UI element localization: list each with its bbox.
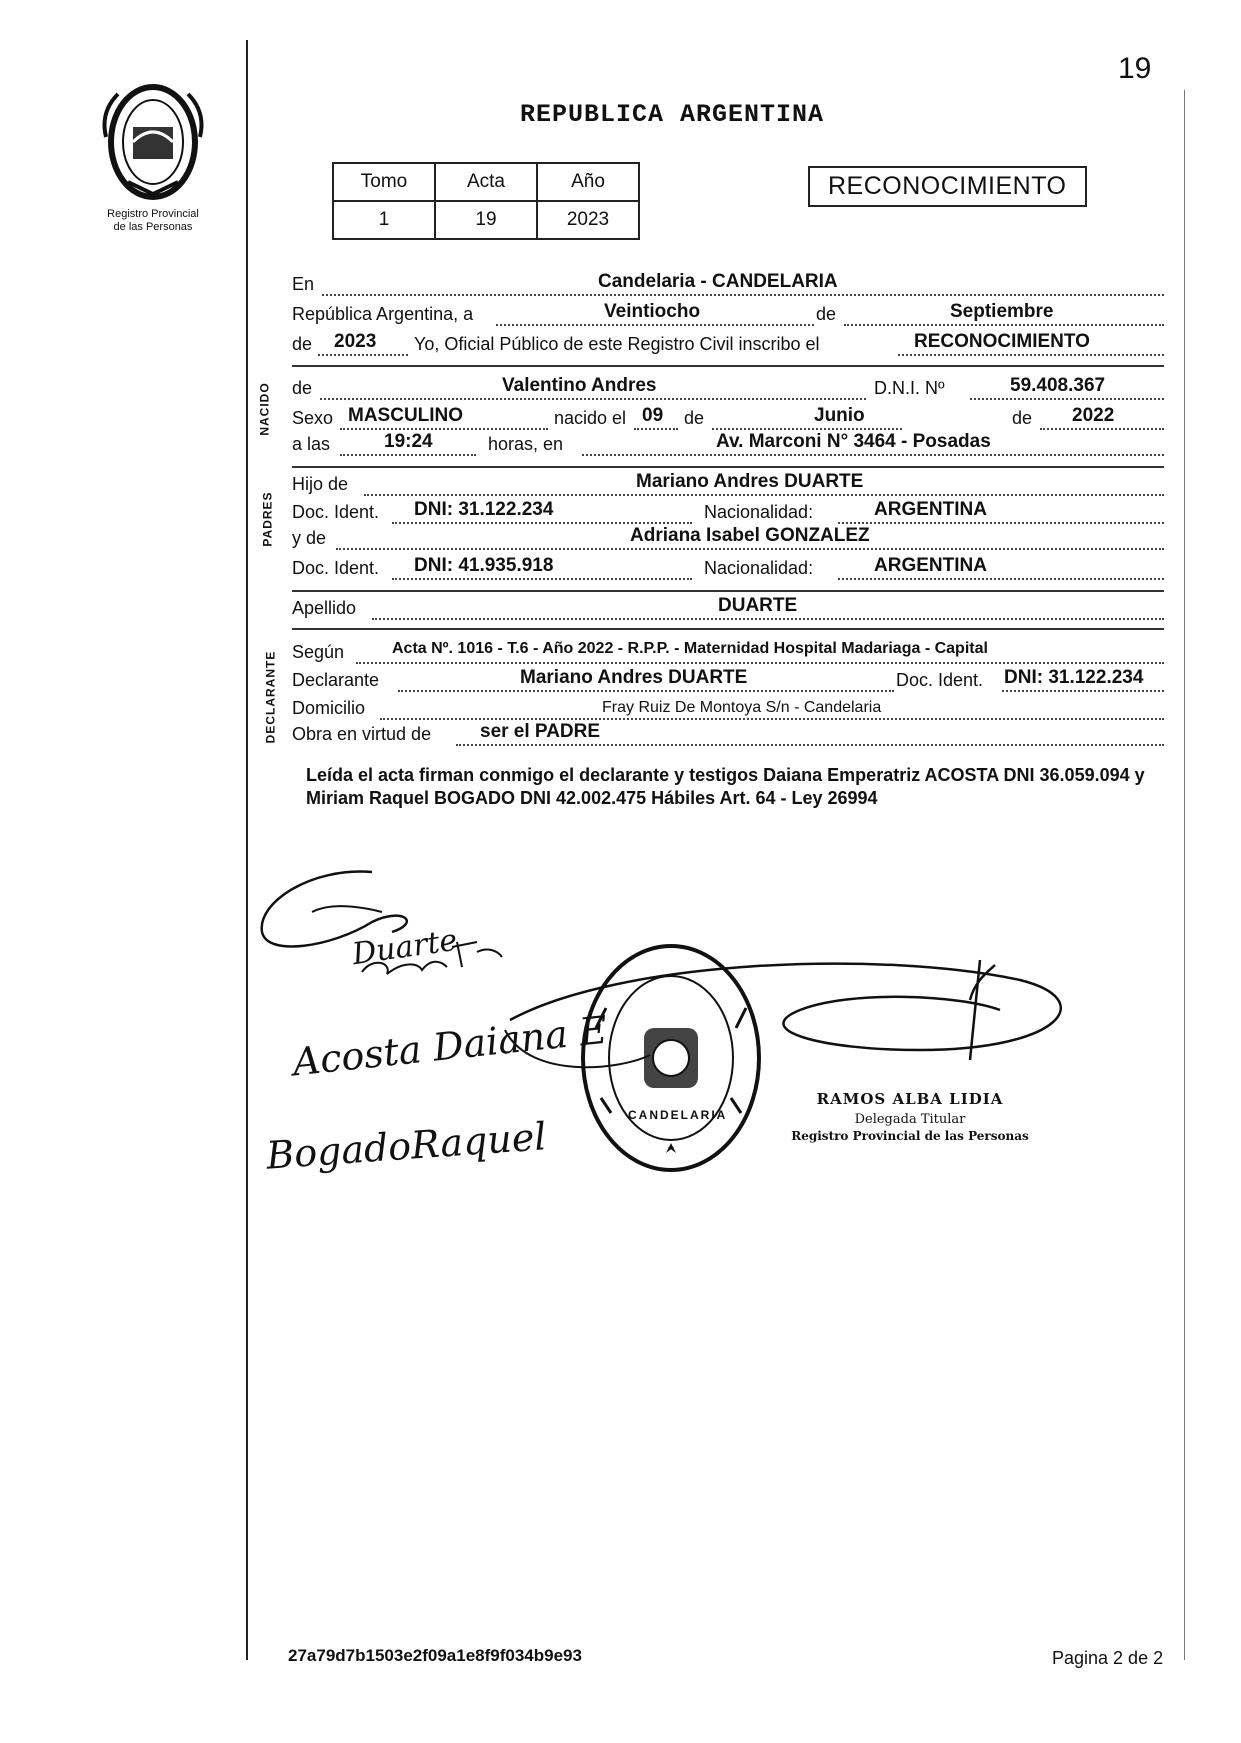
label-nacido-de2: de xyxy=(1012,408,1033,428)
value-madre: Adriana Isabel GONZALEZ xyxy=(630,525,870,546)
signature-declarante-icon xyxy=(252,862,512,992)
logo-caption xyxy=(78,208,228,234)
dots xyxy=(582,454,1164,456)
footer-hash: 27a79d7b1503e2f09a1e8f9f034b9e93 xyxy=(288,1646,582,1665)
signature-declarante-text: Duarte xyxy=(350,922,460,973)
row-domicilio xyxy=(292,698,1164,722)
value-tomo: 1 xyxy=(333,201,435,239)
dots xyxy=(844,324,1164,326)
row-fecha xyxy=(292,301,1164,328)
act-type-box: RECONOCIMIENTO xyxy=(808,166,1087,207)
logo-caption-line1: Registro Provincial xyxy=(107,208,199,220)
dots xyxy=(634,428,678,430)
row-madre xyxy=(292,525,1164,552)
separator-line-1 xyxy=(292,365,1164,367)
value-padre: Mariano Andres DUARTE xyxy=(636,471,864,492)
label-hijo: Hijo de xyxy=(292,474,349,494)
label-en: En xyxy=(292,274,315,294)
row-hora xyxy=(292,431,1164,458)
label-de-anio: de xyxy=(292,334,313,354)
row-segun xyxy=(292,642,1164,666)
dots xyxy=(838,522,1164,524)
header-acta: Acta xyxy=(435,163,537,201)
value-madre-doc: DNI: 41.935.918 xyxy=(414,555,554,576)
label-nacido: nacido el xyxy=(554,408,627,428)
registry-logo xyxy=(98,82,208,202)
label-doc-declarante: Doc. Ident. xyxy=(896,670,984,690)
dots xyxy=(322,294,1164,296)
separator-line-2 xyxy=(292,466,1164,468)
row-padre-doc xyxy=(292,499,1164,526)
logo-caption-line2: de las Personas xyxy=(113,221,193,233)
value-dia: Veintiocho xyxy=(604,301,701,322)
dots xyxy=(712,428,902,430)
label-dni: D.N.I. Nº xyxy=(874,378,945,398)
label-oficial: Yo, Oficial Público de este Registro Civil inscribo el xyxy=(414,334,820,354)
row-sexo xyxy=(292,405,1164,432)
label-de-mes: de xyxy=(816,304,837,324)
label-alas: a las xyxy=(292,434,331,454)
row-en xyxy=(292,271,1164,298)
signatory-name: RAMOS ALBA LIDIA xyxy=(816,1090,1004,1108)
dots xyxy=(456,744,1164,746)
row-madre-doc xyxy=(292,555,1164,582)
dots xyxy=(398,690,894,692)
dots xyxy=(898,354,1164,356)
signatory-block xyxy=(780,1090,1040,1143)
value-obra: ser el PADRE xyxy=(480,721,601,742)
left-margin-line xyxy=(246,40,248,1660)
label-declarante: Declarante xyxy=(292,670,380,690)
separator-line-3 xyxy=(292,590,1164,592)
dots xyxy=(320,398,866,400)
value-acta: 19 xyxy=(435,201,537,239)
row-apellido xyxy=(292,595,1164,622)
provincial-seal-icon xyxy=(98,82,208,202)
row-obra xyxy=(292,721,1164,748)
value-lugar: Av. Marconi N° 3464 - Posadas xyxy=(716,431,991,452)
value-anio: 2023 xyxy=(537,201,639,239)
row-inscripcion xyxy=(292,331,1164,358)
row-padre xyxy=(292,471,1164,498)
dots xyxy=(340,428,548,430)
value-nacido-mes: Junio xyxy=(814,405,865,426)
label-de-nombre: de xyxy=(292,378,313,398)
label-yde: y de xyxy=(292,528,327,548)
dots xyxy=(1040,428,1164,430)
label-nac-madre: Nacionalidad: xyxy=(704,558,814,578)
footer-page: Pagina 2 de 2 xyxy=(1052,1648,1164,1668)
dots xyxy=(1002,690,1164,692)
stamp-center-text: CANDELARIA xyxy=(628,1108,728,1122)
value-declarante: Mariano Andres DUARTE xyxy=(520,667,748,688)
label-domicilio: Domicilio xyxy=(292,698,366,718)
value-sexo: MASCULINO xyxy=(348,405,464,426)
value-inscribo: RECONOCIMIENTO xyxy=(914,331,1090,352)
signature-testigo1: Acosta Daiana E xyxy=(290,1007,610,1085)
header-tomo: Tomo xyxy=(333,163,435,201)
signatory-signature-icon xyxy=(500,940,1100,1090)
document-title: REPUBLICA ARGENTINA xyxy=(520,100,825,129)
value-nombre: Valentino Andres xyxy=(502,375,657,396)
value-declarante-doc: DNI: 31.122.234 xyxy=(1004,667,1144,688)
dots xyxy=(340,454,476,456)
value-madre-nac: ARGENTINA xyxy=(874,555,987,576)
dots xyxy=(318,354,408,356)
value-domicilio: Fray Ruiz De Montoya S/n - Candelaria xyxy=(602,699,882,716)
value-nacido-dia: 09 xyxy=(642,405,664,426)
label-sexo: Sexo xyxy=(292,408,334,428)
page-number: 19 xyxy=(1118,52,1152,85)
value-padre-doc: DNI: 31.122.234 xyxy=(414,499,554,520)
value-mes: Septiembre xyxy=(950,301,1054,322)
dots xyxy=(392,578,692,580)
header-anio: Año xyxy=(537,163,639,201)
label-apellido: Apellido xyxy=(292,598,357,618)
signatory-office: Registro Provincial de las Personas xyxy=(791,1129,1029,1143)
dots xyxy=(392,522,692,524)
dots xyxy=(838,578,1164,580)
separator-line-4 xyxy=(292,628,1164,630)
dots xyxy=(364,494,1164,496)
dots xyxy=(372,618,1164,620)
side-label-nacido: NACIDO xyxy=(257,382,272,436)
side-label-declarante: DECLARANTE xyxy=(263,650,278,744)
label-horas: horas, en xyxy=(488,434,564,454)
value-nacido-anio: 2022 xyxy=(1072,405,1115,426)
dots xyxy=(356,662,1164,664)
label-nacido-de1: de xyxy=(684,408,705,428)
label-obra: Obra en virtud de xyxy=(292,724,432,744)
value-padre-nac: ARGENTINA xyxy=(874,499,987,520)
label-republica: República Argentina, a xyxy=(292,304,474,324)
signature-testigo2: BogadoRaquel xyxy=(264,1114,548,1178)
dots xyxy=(380,718,1164,720)
label-segun: Según xyxy=(292,642,345,662)
value-segun: Acta Nº. 1016 - T.6 - Año 2022 - R.P.P. - Maternidad Hospital Madariaga - Capital xyxy=(392,640,988,657)
row-nombre xyxy=(292,375,1164,402)
record-table xyxy=(332,162,640,240)
value-en: Candelaria - CANDELARIA xyxy=(598,271,838,292)
value-anio: 2023 xyxy=(334,331,377,352)
dots xyxy=(336,548,1164,550)
label-nac-padre: Nacionalidad: xyxy=(704,502,814,522)
label-doc-madre: Doc. Ident. xyxy=(292,558,380,578)
value-dni: 59.408.367 xyxy=(1010,375,1106,396)
dots xyxy=(496,324,814,326)
row-declarante xyxy=(292,667,1164,694)
value-apellido: DUARTE xyxy=(718,595,798,616)
value-hora: 19:24 xyxy=(384,431,433,452)
label-doc-padre: Doc. Ident. xyxy=(292,502,380,522)
dots xyxy=(970,398,1164,400)
closing-paragraph: Leída el acta firman conmigo el declarante y testigos Daiana Emperatriz ACOSTA DNI 36.059.094 y Miriam Raquel BOGADO DNI 42.002.475 Hábiles Art. 64 - Ley 26994 xyxy=(306,765,1145,808)
side-label-padres: PADRES xyxy=(260,491,275,547)
signatory-role: Delegada Titular xyxy=(854,1112,966,1127)
right-margin-line xyxy=(1184,90,1185,1660)
